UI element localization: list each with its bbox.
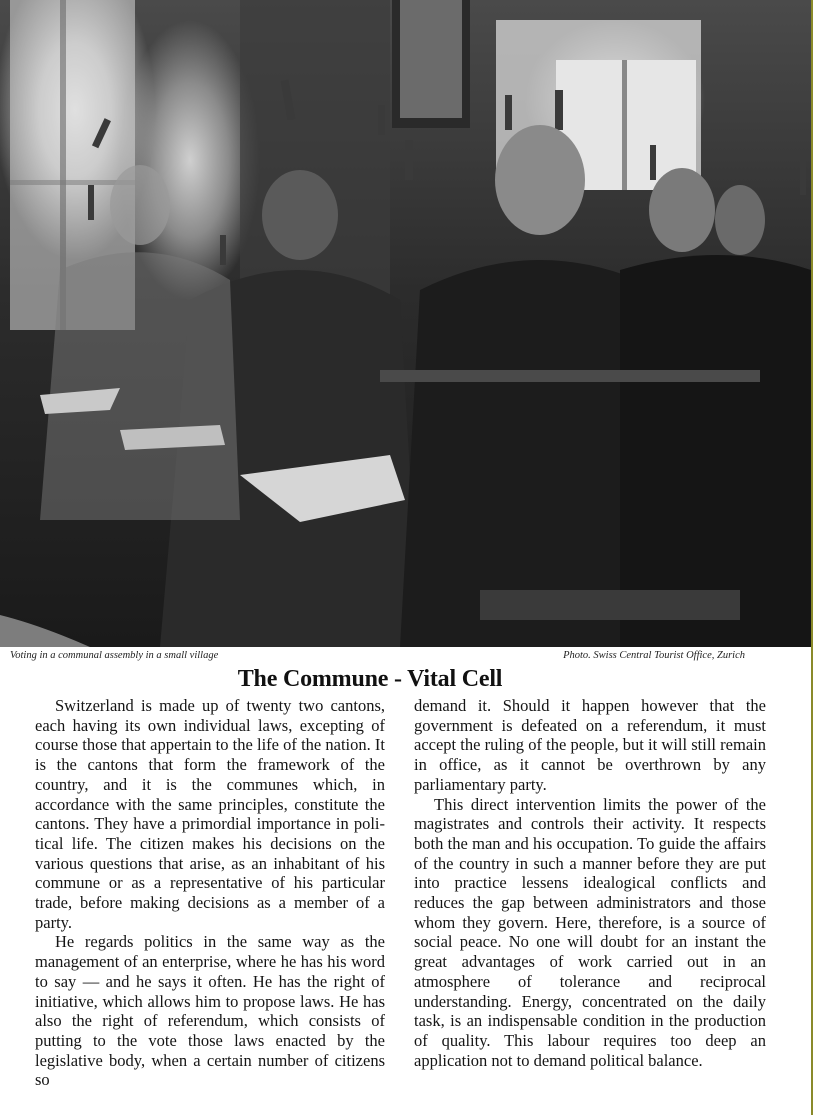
article-paragraph: This direct intervention limits the power of the magistrates and controls their activity. It respects both the man and his occupation. To guide the affairs of the country in such a manner before they are put into practice lessens idealogical conflicts and reduces the gap between administrators and those whom they govern. Here, therefore, is a source of social peace. No one will doubt for an instant the great advantages of work carried out in an atmosphere of tolerance and reciprocal understanding. Energy, concentrated on the daily task, is an indispensable condition in the production of quality. This labour requires too deep an application not to demand political balance. xyxy=(414,794,766,1070)
article-paragraph: He regards politics in the same way as the management of an enterprise, where he has his word to say — and he says it often. He has the right of initiative, which allows him to propose laws. He has also the right of referendum, which consists of putting to the vote those laws enacted by the legislative body, when a certain number of citizens so xyxy=(35,932,385,1090)
photo-caption-row xyxy=(10,650,745,666)
photo-caption: Voting in a communal assembly in a small village xyxy=(10,650,219,661)
article-paragraph: Switzerland is made up of twenty two cantons, each having its own individual laws, excepting of course those that appertain to the life of the nation. It is the cantons that form the framework of the country, and it is the communes which, in accordance with the same principles, constitute the cantons. They have a primordial importance in political life. The citizen makes his decisions on the various questions that arise, as an inhabitant of his commune or as a representative of his particular trade, before making decisions as a member of a party. xyxy=(35,696,385,932)
photo-credit: Photo. Swiss Central Tourist Office, Zurich xyxy=(563,650,745,661)
article-column-left xyxy=(35,696,385,1090)
article-column-right xyxy=(414,696,766,1070)
article-paragraph-continued: demand it. Should it happen however that the government is defeated on a referendum, it must accept the ruling of the people, but it will still remain in office, as it cannot be overthrown by any parliamentary party. xyxy=(414,696,766,794)
article-title: The Commune - Vital Cell xyxy=(237,666,503,692)
